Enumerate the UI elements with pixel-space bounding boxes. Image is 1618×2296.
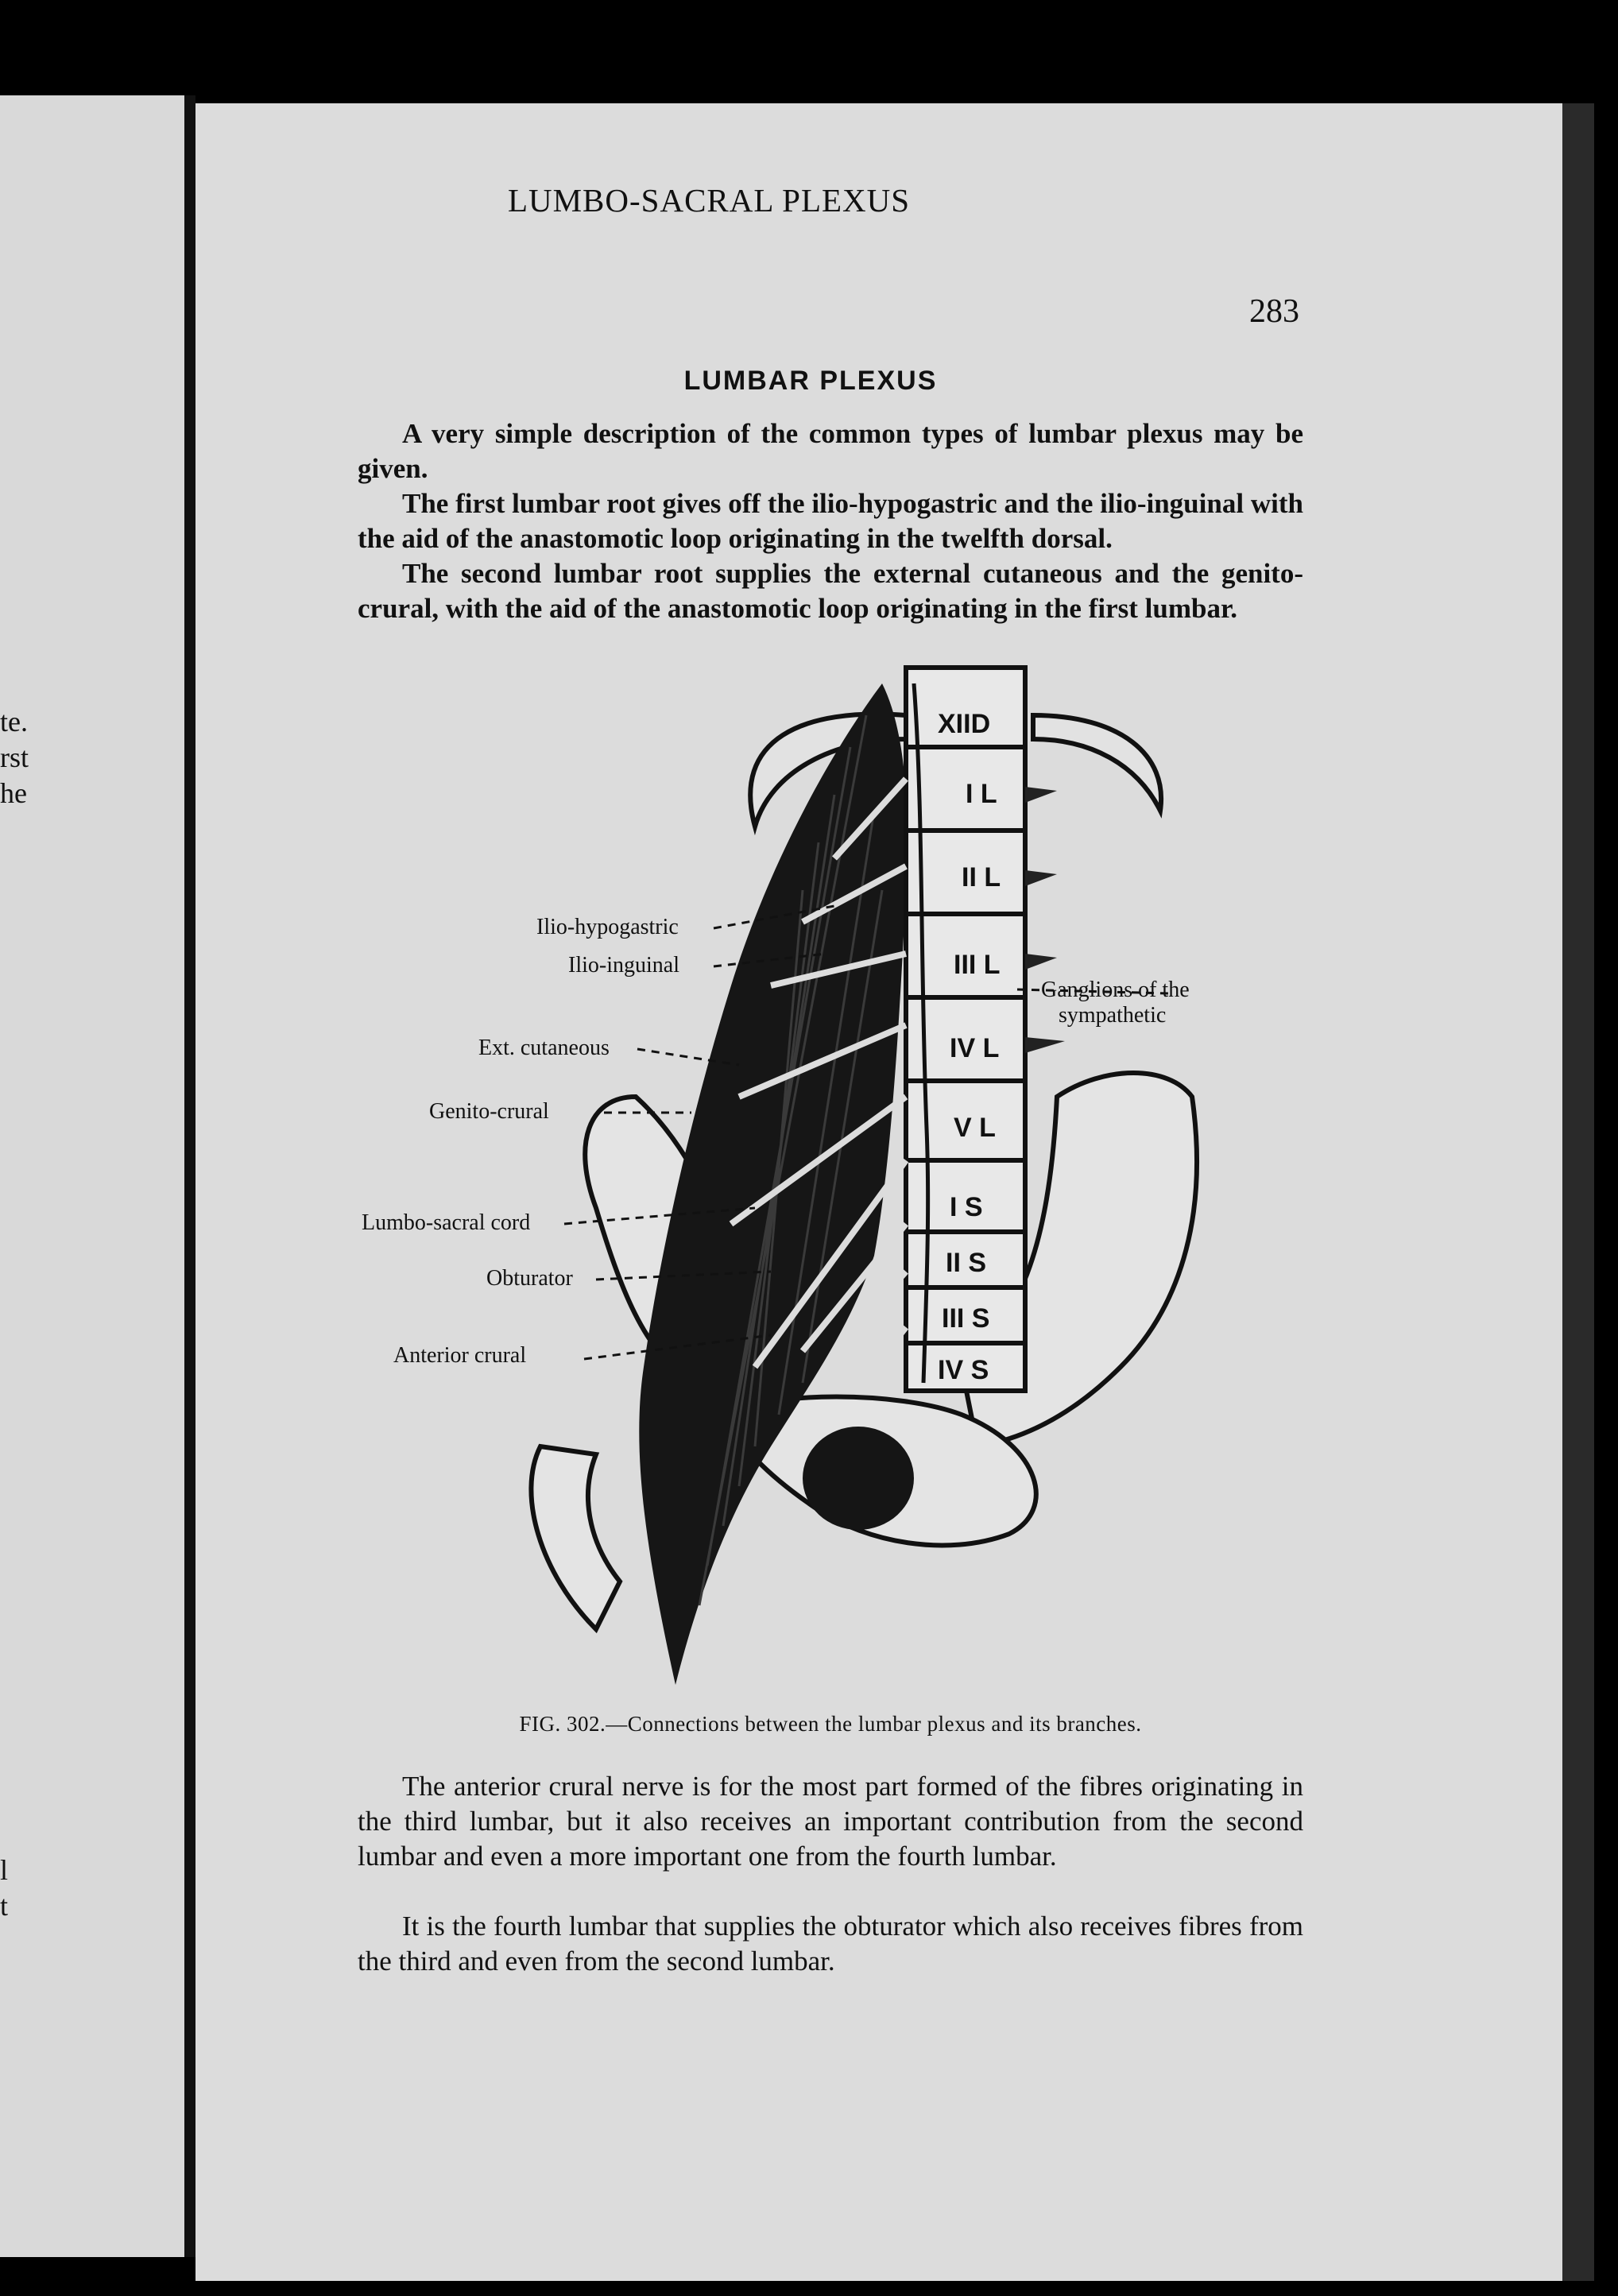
running-header: LUMBO-SACRAL PLEXUS (507, 182, 911, 219)
book-gutter (184, 95, 195, 2257)
label-lumbo-sacral-cord: Lumbo-sacral cord (362, 1210, 531, 1235)
vertebra-label-iis: II S (946, 1248, 987, 1278)
vertebra-label-iil: II L (962, 862, 1001, 892)
lumbar-plexus-illustration (358, 652, 1303, 1709)
label-ilio-inguinal: Ilio-inguinal (568, 953, 679, 978)
label-ilio-hypogastric: Ilio-hypogastric (536, 915, 679, 939)
paragraph: It is the fourth lumbar that supplies the obturator which also receives fibres from the third and even from the second lumbar. (358, 1911, 1303, 1977)
twelfth-rib-right (1033, 715, 1161, 811)
anatomical-figure (358, 652, 1303, 1709)
left-page-fragment (0, 95, 184, 2257)
section-title: LUMBAR PLEXUS (683, 366, 938, 396)
left-page-text-fragment: he (0, 777, 27, 809)
vertebra-label-il: I L (966, 779, 997, 809)
pubic-region (531, 1446, 620, 1629)
vertebra-label-is: I S (950, 1192, 983, 1222)
label-obturator: Obturator (486, 1266, 573, 1291)
paragraph: The first lumbar root gives off the ilio-hypogastric and the ilio-inguinal with the aid of the anastomotic loop originating in the twelfth dorsal. (358, 488, 1303, 554)
left-page-text-fragment: l (0, 1854, 9, 1886)
vertebra-label-iiis: III S (942, 1303, 990, 1334)
label-genito-crural: Genito-crural (429, 1099, 549, 1124)
left-page-text-fragment: te. (0, 706, 28, 738)
label-anterior-crural: Anterior crural (393, 1343, 527, 1368)
vertebra-label-vl: V L (954, 1113, 996, 1143)
vertebra-label-ivs: IV S (938, 1355, 989, 1385)
vertebra-label-iiil: III L (954, 950, 1001, 980)
figure-caption: FIG. 302.—Connections between the lumbar plexus and its branches. (519, 1712, 1142, 1736)
obturator-foramen (803, 1427, 914, 1530)
label-ganglions-line1: Ganglions of the (1041, 978, 1190, 1002)
paragraph: A very simple description of the common types of lumbar plexus may be given. (358, 418, 1303, 484)
page-number: 283 (1249, 293, 1299, 330)
paragraph: The second lumbar root supplies the external cutaneous and the genito-crural, with the aid of the anastomotic loop originating in the first lumbar. (358, 558, 1303, 624)
label-ganglions-line2: sympathetic (1059, 1003, 1167, 1028)
page-edge-shadow (1562, 103, 1594, 2281)
paragraph: The anterior crural nerve is for the most part formed of the fibres originating in the third lumbar, but it also receives an important contribution from the second lumbar and even a more important one from the fourth lumbar. (358, 1771, 1303, 1872)
vertebra-label-xiid: XIID (938, 709, 991, 739)
left-page-text-fragment: t (0, 1890, 9, 1922)
vertebra-label-ivl: IV L (950, 1033, 1000, 1063)
left-page-text-fragment: rst (0, 741, 29, 773)
label-ext-cutaneous: Ext. cutaneous (478, 1036, 610, 1060)
